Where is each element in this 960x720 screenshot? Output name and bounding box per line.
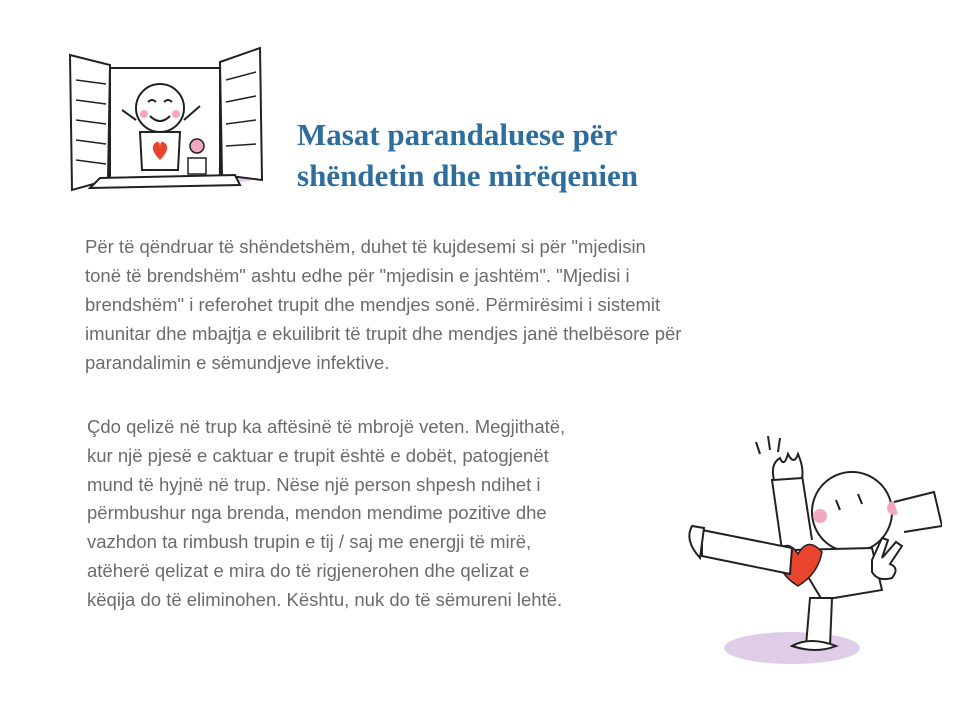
paragraph-1-line: Për të qëndruar të shëndetshëm, duhet të kujdesemi si për "mjedisin	[85, 236, 646, 257]
paragraph-2	[87, 413, 727, 615]
kicking-cartoon-icon	[672, 430, 942, 690]
paragraph-2-line: mund të hyjnë në trup. Nëse një person shpesh ndihet i	[87, 473, 541, 495]
paragraph-2-line: këqija do të eliminohen. Kështu, nuk do të sëmureni lehtë.	[87, 588, 563, 610]
title-line-1: Masat parandaluese për	[297, 117, 618, 152]
paragraph-1-line: brendshëm" i referohet trupit dhe mendjes sonë. Përmirësimi i sistemit	[85, 294, 661, 315]
paragraph-2-line: atëherë qelizat e mira do të rigjenerohen dhe qelizat e	[87, 559, 530, 581]
window-cartoon-icon	[60, 40, 270, 200]
paragraph-2-line: kur një pjesë e caktuar e trupit është e dobët, patogjenët	[87, 444, 549, 466]
paragraph-2-line: vazhdon ta rimbush trupin e tij / saj me energji të mirë,	[87, 531, 532, 553]
paragraph-1	[85, 232, 885, 377]
page-title	[297, 114, 817, 196]
paragraph-2-line: përmbushur nga brenda, mendon mendime pozitive dhe	[87, 502, 547, 524]
paragraph-2-line: Çdo qelizë në trup ka aftësinë të mbrojë veten. Megjithatë,	[87, 416, 566, 437]
paragraph-1-line: tonë të brendshëm" ashtu edhe për "mjedisin e jashtëm". "Mjedisi i	[85, 265, 630, 286]
title-line-2: shëndetin dhe mirëqenien	[297, 158, 639, 193]
paragraph-1-line: imunitar dhe mbajtja e ekuilibrit të trupit dhe mendjes janë thelbësore për	[85, 323, 682, 344]
paragraph-1-line: parandalimin e sëmundjeve infektive.	[85, 352, 390, 373]
